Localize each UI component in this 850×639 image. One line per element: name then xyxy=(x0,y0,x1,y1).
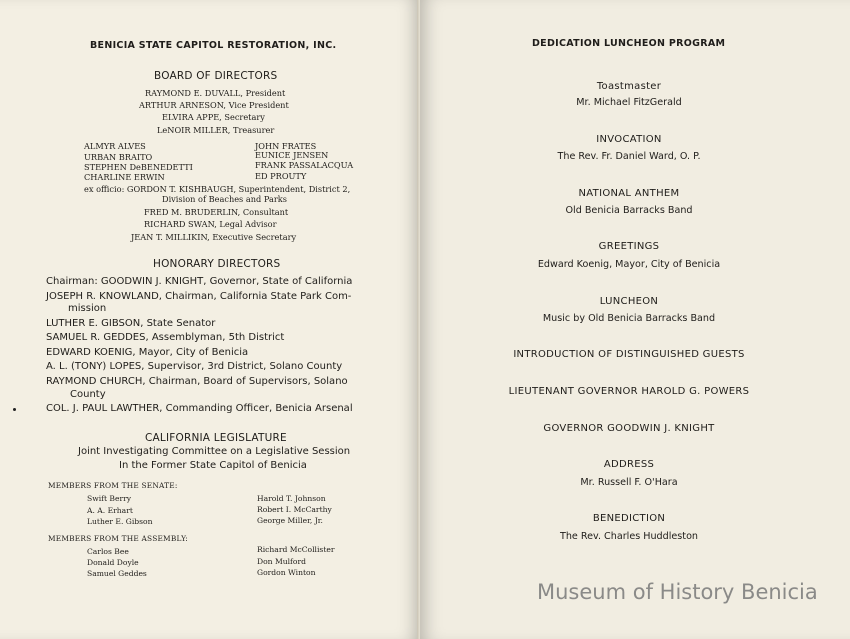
officer-vice-president: ARTHUR ARNESON, Vice President xyxy=(139,100,289,110)
director: STEPHEN DeBENEDETTI xyxy=(84,162,193,172)
officer-president: RAYMOND E. DUVALL, President xyxy=(145,88,286,98)
senator: Harold T. Johnson xyxy=(257,494,326,503)
program-item-detail: Mr. Michael FitzGerald xyxy=(576,97,682,108)
assemblyman: Richard McCollister xyxy=(257,545,335,554)
program-item-heading: NATIONAL ANTHEM xyxy=(578,188,680,199)
program-item-heading: BENEDICTION xyxy=(592,513,666,524)
ink-dot xyxy=(13,408,16,411)
legislature-subtitle-1: Joint Investigating Committee on a Legislative Session xyxy=(78,446,351,457)
assemblyman: Donald Doyle xyxy=(87,558,139,567)
consultant: FRED M. BRUDERLIN, Consultant xyxy=(144,207,289,217)
program-item-heading: GREETINGS xyxy=(598,241,660,252)
ex-officio-line-2: Division of Beaches and Parks xyxy=(162,194,287,204)
honorary-line: RAYMOND CHURCH, Chairman, Board of Supervisors, Solano xyxy=(46,376,348,387)
honorary-line: County xyxy=(70,389,106,400)
honorary-line: SAMUEL R. GEDDES, Assemblyman, 5th District xyxy=(46,332,285,343)
right-page xyxy=(420,0,850,639)
senator: Robert I. McCarthy xyxy=(257,505,332,514)
senator: George Miller, Jr. xyxy=(257,516,323,525)
program-item-detail: The Rev. Charles Huddleston xyxy=(559,531,699,542)
program-item-heading: ADDRESS xyxy=(603,459,655,470)
program-item-heading: LIEUTENANT GOVERNOR HAROLD G. POWERS xyxy=(508,386,750,397)
assemblyman: Samuel Geddes xyxy=(87,569,147,578)
senator: Swift Berry xyxy=(87,494,132,503)
legal-advisor: RICHARD SWAN, Legal Advisor xyxy=(144,219,277,229)
program-item-heading: INTRODUCTION OF DISTINGUISHED GUESTS xyxy=(513,349,745,360)
senator: A. A. Erhart xyxy=(87,506,133,515)
program-item-heading: Toastmaster xyxy=(596,81,662,92)
director: JOHN FRATES xyxy=(255,141,317,151)
left-page xyxy=(0,0,420,639)
right-page-title: DEDICATION LUNCHEON PROGRAM xyxy=(532,38,726,49)
officer-treasurer: LeNOIR MILLER, Treasurer xyxy=(157,125,275,135)
honorary-line: A. L. (TONY) LOPES, Supervisor, 3rd District, Solano County xyxy=(46,361,343,372)
program-item-detail: Edward Koenig, Mayor, City of Benicia xyxy=(537,259,721,270)
program-item-detail: Old Benicia Barracks Band xyxy=(565,205,693,216)
assemblyman: Carlos Bee xyxy=(87,547,129,556)
director: ED PROUTY xyxy=(255,171,307,181)
honorary-line: COL. J. PAUL LAWTHER, Commanding Officer, Benicia Arsenal xyxy=(46,403,353,414)
legislature-heading: CALIFORNIA LEGISLATURE xyxy=(145,432,287,444)
honorary-line: LUTHER E. GIBSON, State Senator xyxy=(46,318,216,329)
director: ALMYR ALVES xyxy=(84,141,146,151)
senator: Luther E. Gibson xyxy=(87,517,153,526)
senate-heading: MEMBERS FROM THE SENATE: xyxy=(48,481,178,490)
legislature-subtitle-2: In the Former State Capitol of Benicia xyxy=(119,460,307,471)
program-item-detail: The Rev. Fr. Daniel Ward, O. P. xyxy=(557,151,701,162)
assemblyman: Don Mulford xyxy=(257,557,306,566)
director: FRANK PASSALACQUA xyxy=(255,160,354,170)
assemblyman: Gordon Winton xyxy=(257,568,316,577)
museum-watermark: Museum of History Benicia xyxy=(537,580,818,604)
honorary-line: mission xyxy=(68,303,107,314)
assembly-heading: MEMBERS FROM THE ASSEMBLY: xyxy=(48,534,188,543)
program-item-detail: Mr. Russell F. O'Hara xyxy=(580,477,678,488)
program-item-heading: LUNCHEON xyxy=(599,296,659,307)
director: CHARLINE ERWIN xyxy=(84,172,165,182)
program-item-detail: Music by Old Benicia Barracks Band xyxy=(542,313,716,324)
director: URBAN BRAITO xyxy=(84,152,153,162)
executive-secretary: JEAN T. MILLIKIN, Executive Secretary xyxy=(131,232,297,242)
board-heading: BOARD OF DIRECTORS xyxy=(154,70,278,82)
program-item-heading: GOVERNOR GOODWIN J. KNIGHT xyxy=(543,423,715,434)
director: EUNICE JENSEN xyxy=(255,150,329,160)
honorary-line: JOSEPH R. KNOWLAND, Chairman, California State Park Com- xyxy=(46,291,352,302)
left-page-title: BENICIA STATE CAPITOL RESTORATION, INC. xyxy=(90,40,337,51)
ex-officio-line-1: ex officio: GORDON T. KISHBAUGH, Superintendent, District 2, xyxy=(84,184,351,194)
honorary-line: Chairman: GOODWIN J. KNIGHT, Governor, State of California xyxy=(46,276,353,287)
program-item-heading: INVOCATION xyxy=(596,134,662,145)
honorary-heading: HONORARY DIRECTORS xyxy=(153,258,281,270)
officer-secretary: ELVIRA APPE, Secretary xyxy=(162,112,265,122)
honorary-line: EDWARD KOENIG, Mayor, City of Benicia xyxy=(46,347,249,358)
